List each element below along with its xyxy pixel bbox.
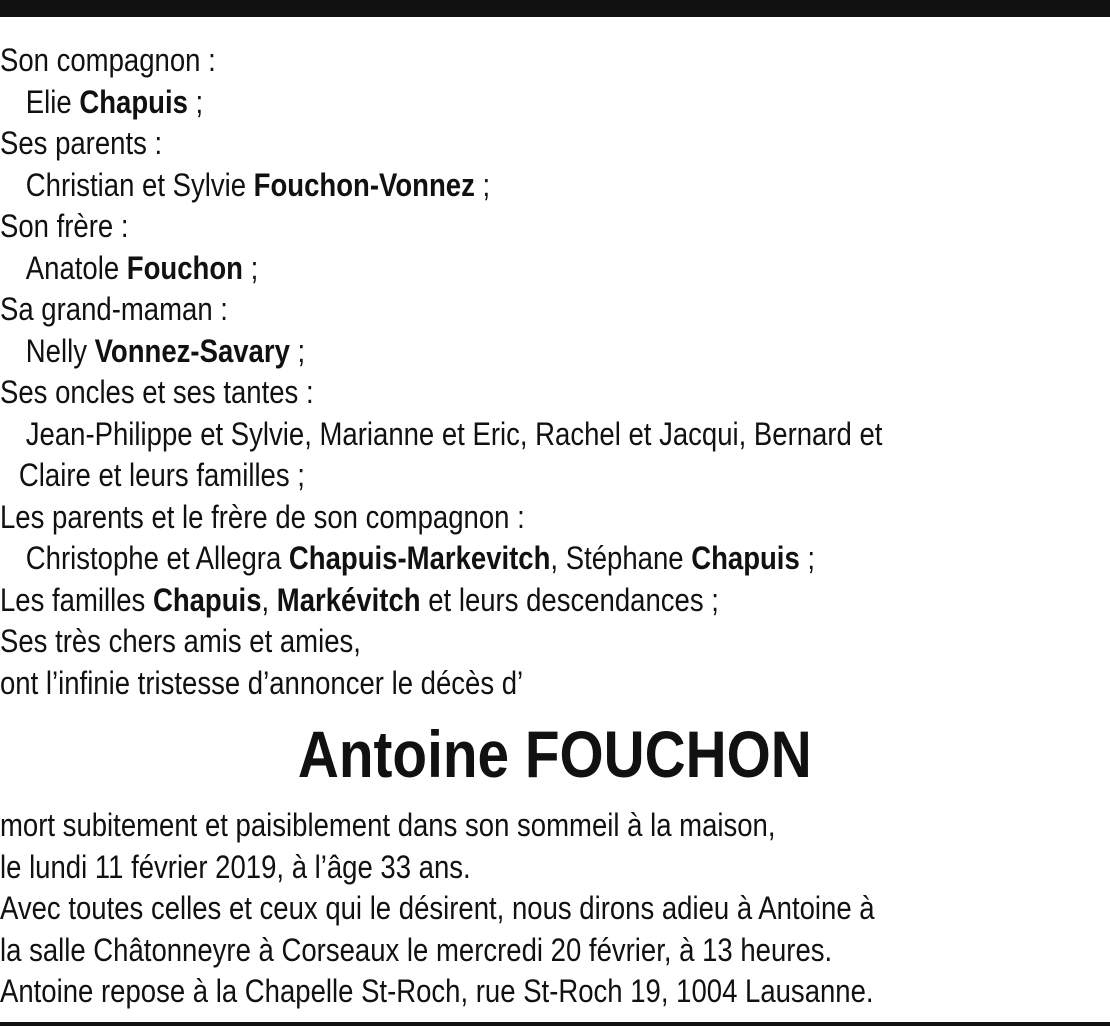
grandma-name: Nelly Vonnez-Savary ; [25, 332, 306, 369]
brother-label: Son frère : [0, 208, 129, 244]
details-line-4: la salle Châtonneyre à Corseaux le mercredi 20 février, à 13 heures. [0, 931, 833, 968]
bottom-rule [0, 1022, 1110, 1026]
top-rule [0, 0, 1110, 17]
details-line-3: Avec toutes celles et ceux qui le désirent, nous dirons adieu à Antoine à [0, 890, 875, 926]
grandma-label: Sa grand-maman : [0, 291, 228, 327]
companion-label: Son compagnon : [0, 42, 216, 78]
companion-name: Elie Chapuis ; [25, 83, 204, 120]
uncles-names-line2: Claire et leurs familles ; [18, 457, 305, 493]
details-line-2: le lundi 11 février 2019, à l’âge 33 ans. [0, 848, 471, 885]
families-line: Les familles Chapuis, Markévitch et leurs descendances ; [0, 581, 719, 618]
inlaws-label: Les parents et le frère de son compagnon : [0, 498, 525, 535]
family-list [0, 40, 1105, 704]
uncles-names-line1: Jean-Philippe et Sylvie, Marianne et Eric, Rachel et Jacqui, Bernard et [25, 415, 883, 452]
deceased-name-block [0, 714, 1110, 794]
details-line-5: Antoine repose à la Chapelle St-Roch, rue St-Roch 19, 1004 Lausanne. [0, 973, 874, 1009]
announce-line: ont l’infinie tristesse d’annoncer le décès d’ [0, 664, 524, 701]
details-block [0, 805, 1105, 1013]
deceased-name: Antoine FOUCHON [298, 717, 812, 791]
uncles-label: Ses oncles et ses tantes : [0, 374, 314, 410]
details-line-1: mort subitement et paisiblement dans son sommeil à la maison, [0, 807, 776, 843]
inlaws-names: Christophe et Allegra Chapuis-Markevitch, Stéphane Chapuis ; [25, 540, 816, 576]
friends-line: Ses très chers amis et amies, [0, 623, 361, 659]
parents-names: Christian et Sylvie Fouchon-Vonnez ; [25, 166, 491, 203]
parents-label: Ses parents : [0, 125, 163, 161]
brother-name: Anatole Fouchon ; [25, 249, 259, 286]
